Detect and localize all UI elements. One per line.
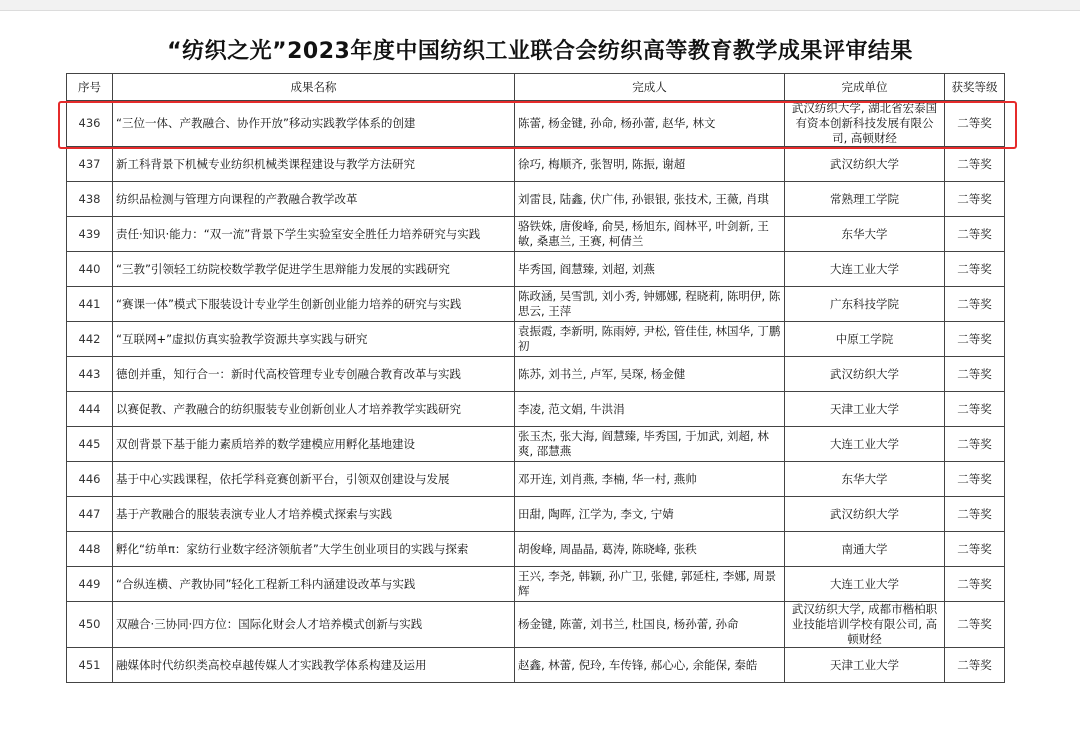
award-level: 二等奖 [945, 252, 1005, 287]
completers: 赵鑫, 林蕾, 倪玲, 车传锋, 郝心心, 余能保, 秦皓 [515, 648, 785, 683]
completers: 李凌, 范文娟, 牛洪涓 [515, 392, 785, 427]
achievement-name: 责任·知识·能力：“双一流”背景下学生实验室安全胜任力培养研究与实践 [113, 217, 515, 252]
award-level: 二等奖 [945, 567, 1005, 602]
header-institution: 完成单位 [785, 74, 945, 101]
row-number: 436 [67, 101, 113, 147]
row-number: 450 [67, 602, 113, 648]
header-achievement-name: 成果名称 [113, 74, 515, 101]
institution: 大连工业大学 [785, 567, 945, 602]
achievement-name: “合纵连横、产教协同”轻化工程新工科内涵建设改革与实践 [113, 567, 515, 602]
institution: 大连工业大学 [785, 252, 945, 287]
table-row [67, 602, 1005, 648]
achievement-name: 基于中心实践课程，依托学科竞赛创新平台，引领双创建设与发展 [113, 462, 515, 497]
row-number: 447 [67, 497, 113, 532]
document-top-bar [0, 0, 1080, 11]
table-header-row [67, 74, 1005, 101]
completers: 王兴, 李尧, 韩颖, 孙广卫, 张健, 郭延柱, 李娜, 周景辉 [515, 567, 785, 602]
row-number: 451 [67, 648, 113, 683]
completers: 邓开连, 刘肖燕, 李楠, 华一村, 燕帅 [515, 462, 785, 497]
achievement-name: “互联网+”虚拟仿真实验教学资源共享实践与研究 [113, 322, 515, 357]
header-completers: 完成人 [515, 74, 785, 101]
table-row [67, 147, 1005, 182]
table-row [67, 497, 1005, 532]
row-number: 441 [67, 287, 113, 322]
table-row [67, 287, 1005, 322]
table-row [67, 532, 1005, 567]
award-level: 二等奖 [945, 322, 1005, 357]
completers: 田甜, 陶晖, 江学为, 李文, 宁婧 [515, 497, 785, 532]
award-level: 二等奖 [945, 287, 1005, 322]
institution: 武汉纺织大学 [785, 357, 945, 392]
institution: 武汉纺织大学 [785, 497, 945, 532]
award-level: 二等奖 [945, 147, 1005, 182]
institution: 常熟理工学院 [785, 182, 945, 217]
row-number: 442 [67, 322, 113, 357]
award-level: 二等奖 [945, 392, 1005, 427]
completers: 刘雷艮, 陆鑫, 伏广伟, 孙银银, 张技术, 王薇, 肖琪 [515, 182, 785, 217]
completers: 陈蕾, 杨金键, 孙命, 杨孙蕾, 赵华, 林文 [515, 101, 785, 147]
award-level: 二等奖 [945, 497, 1005, 532]
institution: 武汉纺织大学, 湖北省宏泰国有资本创新科技发展有限公司, 高顿财经 [785, 101, 945, 147]
completers: 张玉杰, 张大海, 阎慧臻, 毕秀国, 于加武, 刘超, 林爽, 邵慧燕 [515, 427, 785, 462]
row-number: 443 [67, 357, 113, 392]
award-level: 二等奖 [945, 532, 1005, 567]
results-table [66, 73, 1005, 683]
table-row [67, 357, 1005, 392]
header-award-level: 获奖等级 [945, 74, 1005, 101]
table-row [67, 392, 1005, 427]
completers: 陈政涵, 吴雪凯, 刘小秀, 钟娜娜, 程晓莉, 陈明伊, 陈思云, 王萍 [515, 287, 785, 322]
row-number: 448 [67, 532, 113, 567]
completers: 袁振霞, 李新明, 陈雨婷, 尹松, 管佳佳, 林国华, 丁鹏初 [515, 322, 785, 357]
award-level: 二等奖 [945, 217, 1005, 252]
row-number: 445 [67, 427, 113, 462]
award-level: 二等奖 [945, 357, 1005, 392]
table-row [67, 217, 1005, 252]
table-row [67, 648, 1005, 683]
achievement-name: 融媒体时代纺织类高校卓越传媒人才实践教学体系构建及运用 [113, 648, 515, 683]
completers: 胡俊峰, 周晶晶, 葛涛, 陈晓峰, 张秩 [515, 532, 785, 567]
table-row [67, 322, 1005, 357]
award-level: 二等奖 [945, 182, 1005, 217]
award-level: 二等奖 [945, 101, 1005, 147]
award-level: 二等奖 [945, 648, 1005, 683]
completers: 陈苏, 刘书兰, 卢军, 吴琛, 杨金健 [515, 357, 785, 392]
achievement-name: 德创并重，知行合一：新时代高校管理专业专创融合教育改革与实践 [113, 357, 515, 392]
achievement-name: “三位一体、产教融合、协作开放”移动实践教学体系的创建 [113, 101, 515, 147]
achievement-name: 孵化“纺单π：家纺行业数字经济领航者”大学生创业项目的实践与探索 [113, 532, 515, 567]
achievement-name: “赛课一体”模式下服装设计专业学生创新创业能力培养的研究与实践 [113, 287, 515, 322]
institution: 东华大学 [785, 462, 945, 497]
row-number: 437 [67, 147, 113, 182]
award-level: 二等奖 [945, 602, 1005, 648]
row-number: 444 [67, 392, 113, 427]
table-row [67, 462, 1005, 497]
row-number: 446 [67, 462, 113, 497]
award-level: 二等奖 [945, 427, 1005, 462]
row-number: 439 [67, 217, 113, 252]
table-row [67, 567, 1005, 602]
achievement-name: 双融合·三协同·四方位：国际化财会人才培养模式创新与实践 [113, 602, 515, 648]
completers: 毕秀国, 阎慧臻, 刘超, 刘燕 [515, 252, 785, 287]
institution: 南通大学 [785, 532, 945, 567]
institution: 东华大学 [785, 217, 945, 252]
completers: 杨金键, 陈蕾, 刘书兰, 杜国良, 杨孙蕾, 孙命 [515, 602, 785, 648]
institution: 中原工学院 [785, 322, 945, 357]
institution: 大连工业大学 [785, 427, 945, 462]
row-number: 440 [67, 252, 113, 287]
institution: 广东科技学院 [785, 287, 945, 322]
institution: 武汉纺织大学, 成都市楷柏职业技能培训学校有限公司, 高顿财经 [785, 602, 945, 648]
header-number: 序号 [67, 74, 113, 101]
row-number: 438 [67, 182, 113, 217]
achievement-name: 纺织品检测与管理方向课程的产教融合教学改革 [113, 182, 515, 217]
institution: 天津工业大学 [785, 392, 945, 427]
table-row [67, 182, 1005, 217]
institution: 武汉纺织大学 [785, 147, 945, 182]
completers: 骆铁姝, 唐俊峰, 俞昊, 杨旭东, 阎林平, 叶剑新, 王敏, 桑惠兰, 王赛, 柯倩兰 [515, 217, 785, 252]
award-level: 二等奖 [945, 462, 1005, 497]
achievement-name: 新工科背景下机械专业纺织机械类课程建设与教学方法研究 [113, 147, 515, 182]
achievement-name: 双创背景下基于能力素质培养的数学建模应用孵化基地建设 [113, 427, 515, 462]
row-number: 449 [67, 567, 113, 602]
highlight-box [58, 101, 1017, 149]
table-row [67, 427, 1005, 462]
achievement-name: 以赛促教、产教融合的纺织服装专业创新创业人才培养教学实践研究 [113, 392, 515, 427]
completers: 徐巧, 梅顺齐, 张智明, 陈振, 谢超 [515, 147, 785, 182]
document-title: “纺织之光”2023年度中国纺织工业联合会纺织高等教育教学成果评审结果 [167, 39, 913, 64]
table-row [67, 252, 1005, 287]
institution: 天津工业大学 [785, 648, 945, 683]
achievement-name: 基于产教融合的服装表演专业人才培养模式探索与实践 [113, 497, 515, 532]
achievement-name: “三教”引领轻工纺院校数学教学促进学生思辩能力发展的实践研究 [113, 252, 515, 287]
